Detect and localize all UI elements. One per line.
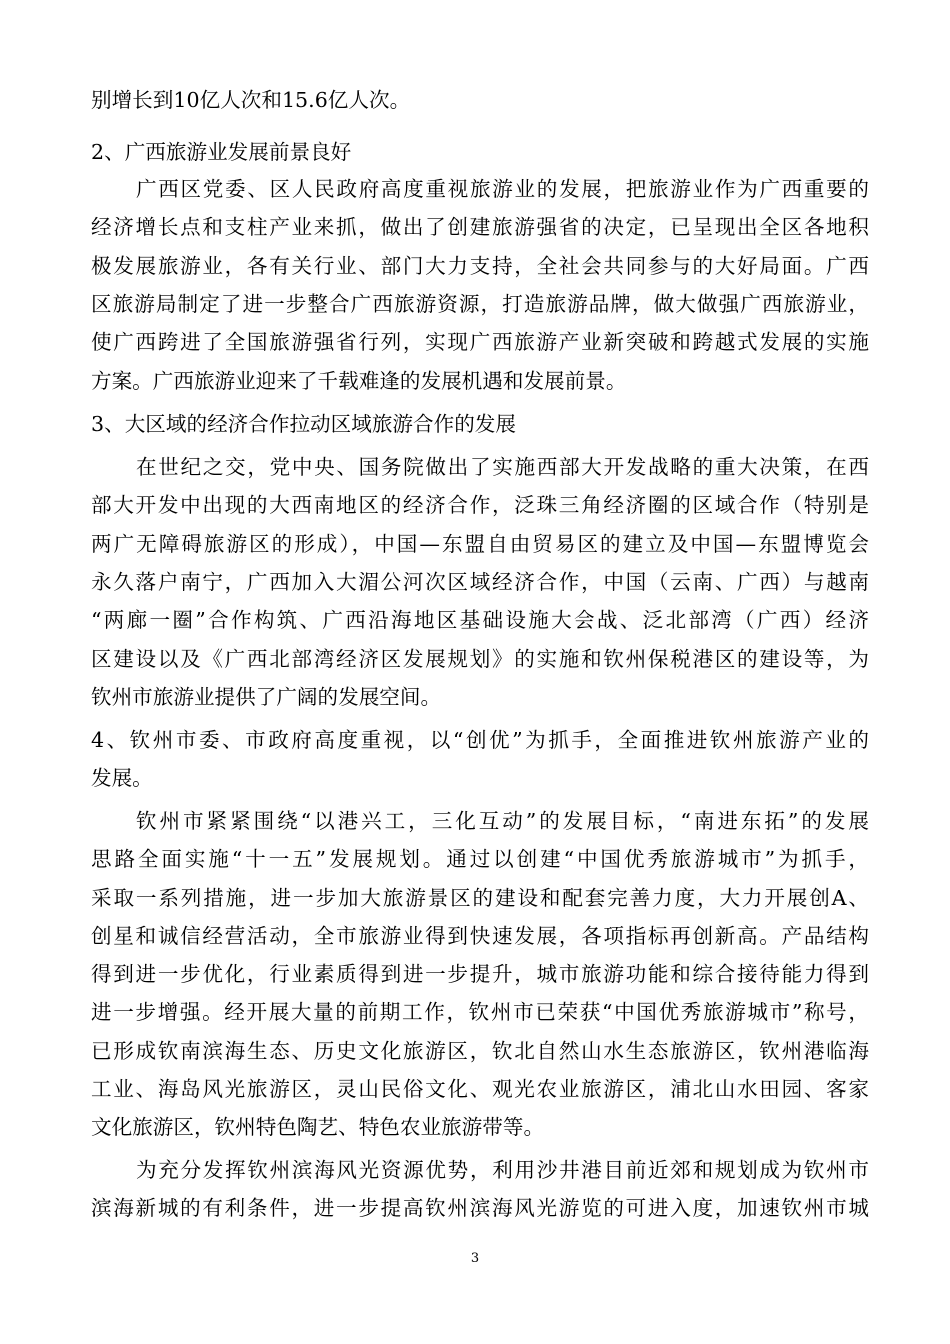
section-heading-4-cont: 发展。 (91, 766, 153, 790)
section-heading-3: 3、大区域的经济合作拉动区域旅游合作的发展 (91, 412, 516, 436)
text-line: 经济增长点和支柱产业来抓，做出了创建旅游强省的决定，已呈现出全区各地积 (91, 215, 869, 239)
text-line: “两廊一圈”合作构筑、广西沿海地区基础设施大会战、泛北部湾（广西）经济 (91, 608, 869, 632)
text-line: 方案。广西旅游业迎来了千载难逢的发展机遇和发展前景。 (91, 369, 627, 393)
text-line: 在世纪之交，党中央、国务院做出了实施西部大开发战略的重大决策，在西 (136, 455, 869, 479)
text-line: 钦州市旅游业提供了广阔的发展空间。 (91, 685, 442, 709)
text-line: 工业、海岛风光旅游区，灵山民俗文化、观光农业旅游区，浦北山水田园、客家 (91, 1077, 869, 1101)
text-line: 滨海新城的有利条件，进一步提高钦州滨海风光游览的可进入度，加速钦州市城 (91, 1196, 869, 1220)
text-line: 思路全面实施“十一五”发展规划。通过以创建“中国优秀旅游城市”为抓手， (91, 847, 869, 871)
text-line: 使广西跨进了全国旅游强省行列，实现广西旅游产业新突破和跨越式发展的实施 (91, 330, 869, 354)
text-line: 极发展旅游业，各有关行业、部门大力支持，全社会共同参与的大好局面。广西 (91, 254, 869, 278)
text-line: 钦州市紧紧围绕“以港兴工，三化互动”的发展目标，“南进东拓”的发展 (136, 809, 869, 833)
section-heading-2: 2、广西旅游业发展前景良好 (91, 140, 352, 164)
text-line: 广西区党委、区人民政府高度重视旅游业的发展，把旅游业作为广西重要的 (136, 177, 869, 201)
text-line: 区建设以及《广西北部湾经济区发展规划》的实施和钦州保税港区的建设等，为 (91, 647, 869, 671)
section-heading-4: 4、钦州市委、市政府高度重视，以“创优”为抓手，全面推进钦州旅游产业的 (91, 728, 869, 752)
text-line: 已形成钦南滨海生态、历史文化旅游区，钦北自然山水生态旅游区，钦州港临海 (91, 1039, 869, 1063)
text-line: 文化旅游区，钦州特色陶艺、特色农业旅游带等。 (91, 1115, 545, 1139)
text-line: 创星和诚信经营活动，全市旅游业得到快速发展，各项指标再创新高。产品结构 (91, 924, 869, 948)
text-line: 采取一系列措施，进一步加大旅游景区的建设和配套完善力度，大力开展创A、 (91, 886, 869, 910)
text-line: 别增长到10亿人次和15.6亿人次。 (91, 88, 411, 112)
text-line: 永久落户南宁，广西加入大湄公河次区域经济合作，中国（云南、广西）与越南 (91, 570, 869, 594)
text-line: 区旅游局制定了进一步整合广西旅游资源，打造旅游品牌，做大做强广西旅游业， (91, 292, 869, 316)
text-line: 两广无障碍旅游区的形成），中国—东盟自由贸易区的建立及中国—东盟博览会 (91, 532, 869, 556)
text-line: 得到进一步优化，行业素质得到进一步提升，城市旅游功能和综合接待能力得到 (91, 962, 869, 986)
text-line: 进一步增强。经开展大量的前期工作，钦州市已荣获“中国优秀旅游城市”称号， (91, 1000, 869, 1024)
text-line: 为充分发挥钦州滨海风光资源优势，利用沙井港目前近郊和规划成为钦州市 (136, 1158, 869, 1182)
text-line: 部大开发中出现的大西南地区的经济合作，泛珠三角经济圈的区域合作（特别是 (91, 493, 869, 517)
page-number: 3 (470, 1251, 480, 1266)
